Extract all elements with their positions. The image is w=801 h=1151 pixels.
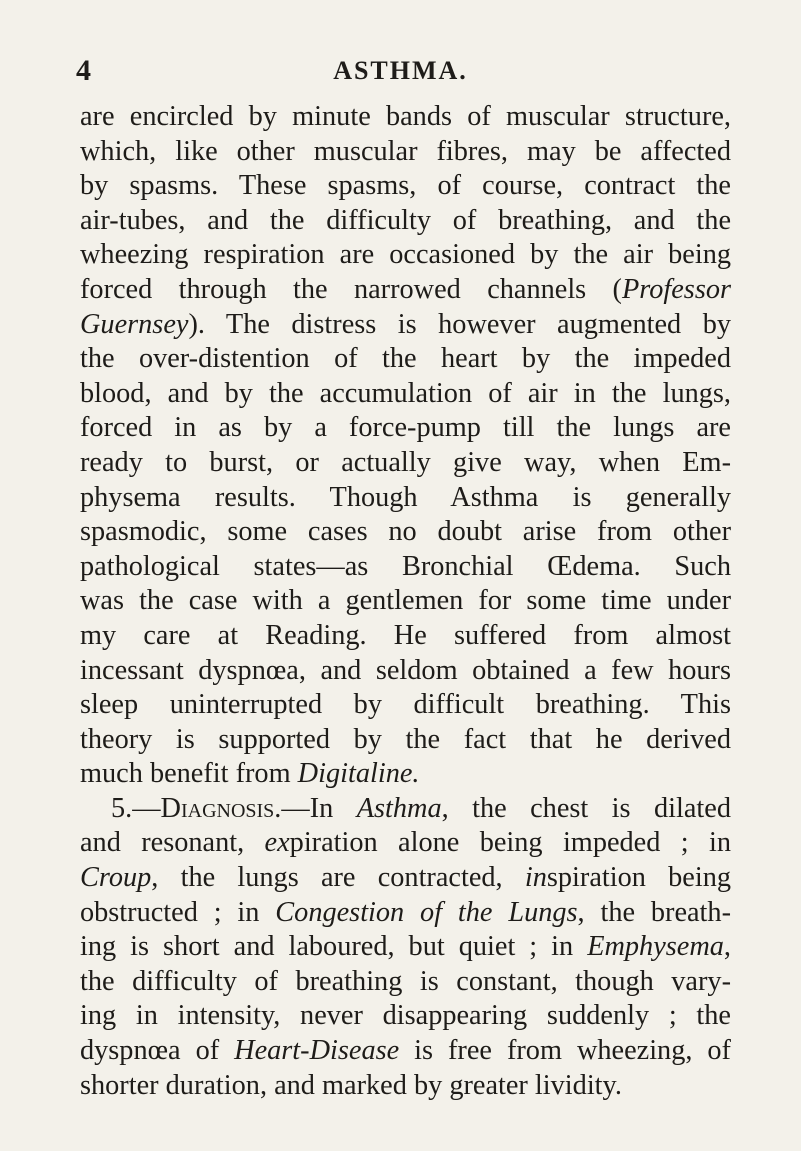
paragraph-diagnosis: [80, 792, 731, 1103]
text-line: sleep uninterrupted by difficult breathing. This: [80, 689, 731, 721]
text-line: my care at Reading. He suffered from almost: [80, 619, 731, 651]
text-line: which, like other muscular fibres, may be affected: [80, 135, 731, 167]
text-run: , the breath-: [577, 896, 731, 928]
text-line: [80, 757, 731, 792]
text-line: air-tubes, and the difficulty of breathing, and the: [80, 204, 731, 236]
text-run: obstructed ; in: [80, 896, 276, 928]
text-line: [80, 826, 731, 861]
italic-text: ex: [264, 827, 290, 859]
text-run: ing is short and laboured, but quiet ; in: [80, 931, 588, 963]
italic-text: Croup: [80, 862, 152, 894]
text-line: pathological states—as Bronchial Œdema. Such: [80, 550, 731, 582]
text-line: [80, 930, 731, 965]
text-run: piration alone being impeded ; in: [289, 827, 731, 859]
text-line: spasmodic, some cases no doubt arise from other: [80, 516, 731, 548]
italic-text: Guernsey: [80, 308, 189, 340]
page-number: 4: [76, 54, 91, 87]
body-text: [80, 100, 731, 1103]
text-line: [80, 792, 731, 827]
page-header: [76, 54, 725, 88]
text-line: ing in intensity, never disappearing suddenly ; the: [80, 1000, 731, 1032]
section-heading: Diagnosis.: [160, 792, 282, 824]
text-run: , the chest is dilated: [441, 792, 731, 824]
text-line: incessant dyspnœa, and seldom obtained a few hours: [80, 654, 731, 686]
section-number: 5.—: [111, 792, 161, 824]
italic-text: Asthma: [356, 792, 442, 824]
text-line: was the case with a gentlemen for some time under: [80, 585, 731, 617]
text-line: [80, 1034, 731, 1069]
italic-text: Heart-Disease: [234, 1035, 400, 1067]
italic-text: Digitaline.: [297, 758, 420, 790]
text-run: much benefit from: [80, 758, 298, 790]
text-line: [80, 861, 731, 896]
italic-text: Emphysema: [587, 931, 724, 963]
text-line: [80, 896, 731, 931]
text-run: ). The distress is however augmented by: [188, 308, 731, 340]
text-line: physema results. Though Asthma is generally: [80, 481, 731, 513]
italic-text: Congestion of the Lungs: [275, 896, 578, 928]
text-run: , the lungs are contracted,: [151, 862, 525, 894]
text-line: by spasms. These spasms, of course, contract the: [80, 170, 731, 202]
text-line: forced in as by a force-pump till the lungs are: [80, 412, 731, 444]
text-run: and resonant,: [80, 827, 265, 859]
paragraph-mechanism: [80, 100, 731, 792]
text-run: dyspnœa of: [80, 1035, 235, 1067]
italic-text: Professor: [621, 273, 731, 305]
text-line: are encircled by minute bands of muscular structure,: [80, 101, 731, 132]
text-line: the difficulty of breathing is constant, though vary-: [80, 965, 731, 997]
text-line: blood, and by the accumulation of air in the lungs,: [80, 377, 731, 409]
text-run: is free from wheezing, of: [399, 1035, 731, 1067]
text-run: forced through the narrowed channels (: [80, 273, 622, 305]
text-line: [80, 308, 731, 343]
text-line: the over-distention of the heart by the impeded: [80, 343, 731, 375]
text-line: [80, 273, 731, 308]
text-run: —In: [281, 792, 357, 824]
text-line: shorter duration, and marked by greater lividity.: [80, 1069, 622, 1101]
italic-text: in: [524, 862, 547, 894]
text-run: spiration being: [546, 862, 732, 894]
text-run: ,: [723, 931, 731, 963]
running-head: ASTHMA.: [333, 56, 468, 85]
text-line: ready to burst, or actually give way, when Em-: [80, 446, 731, 478]
text-line: theory is supported by the fact that he derived: [80, 723, 731, 755]
text-line: wheezing respiration are occasioned by the air being: [80, 239, 731, 271]
